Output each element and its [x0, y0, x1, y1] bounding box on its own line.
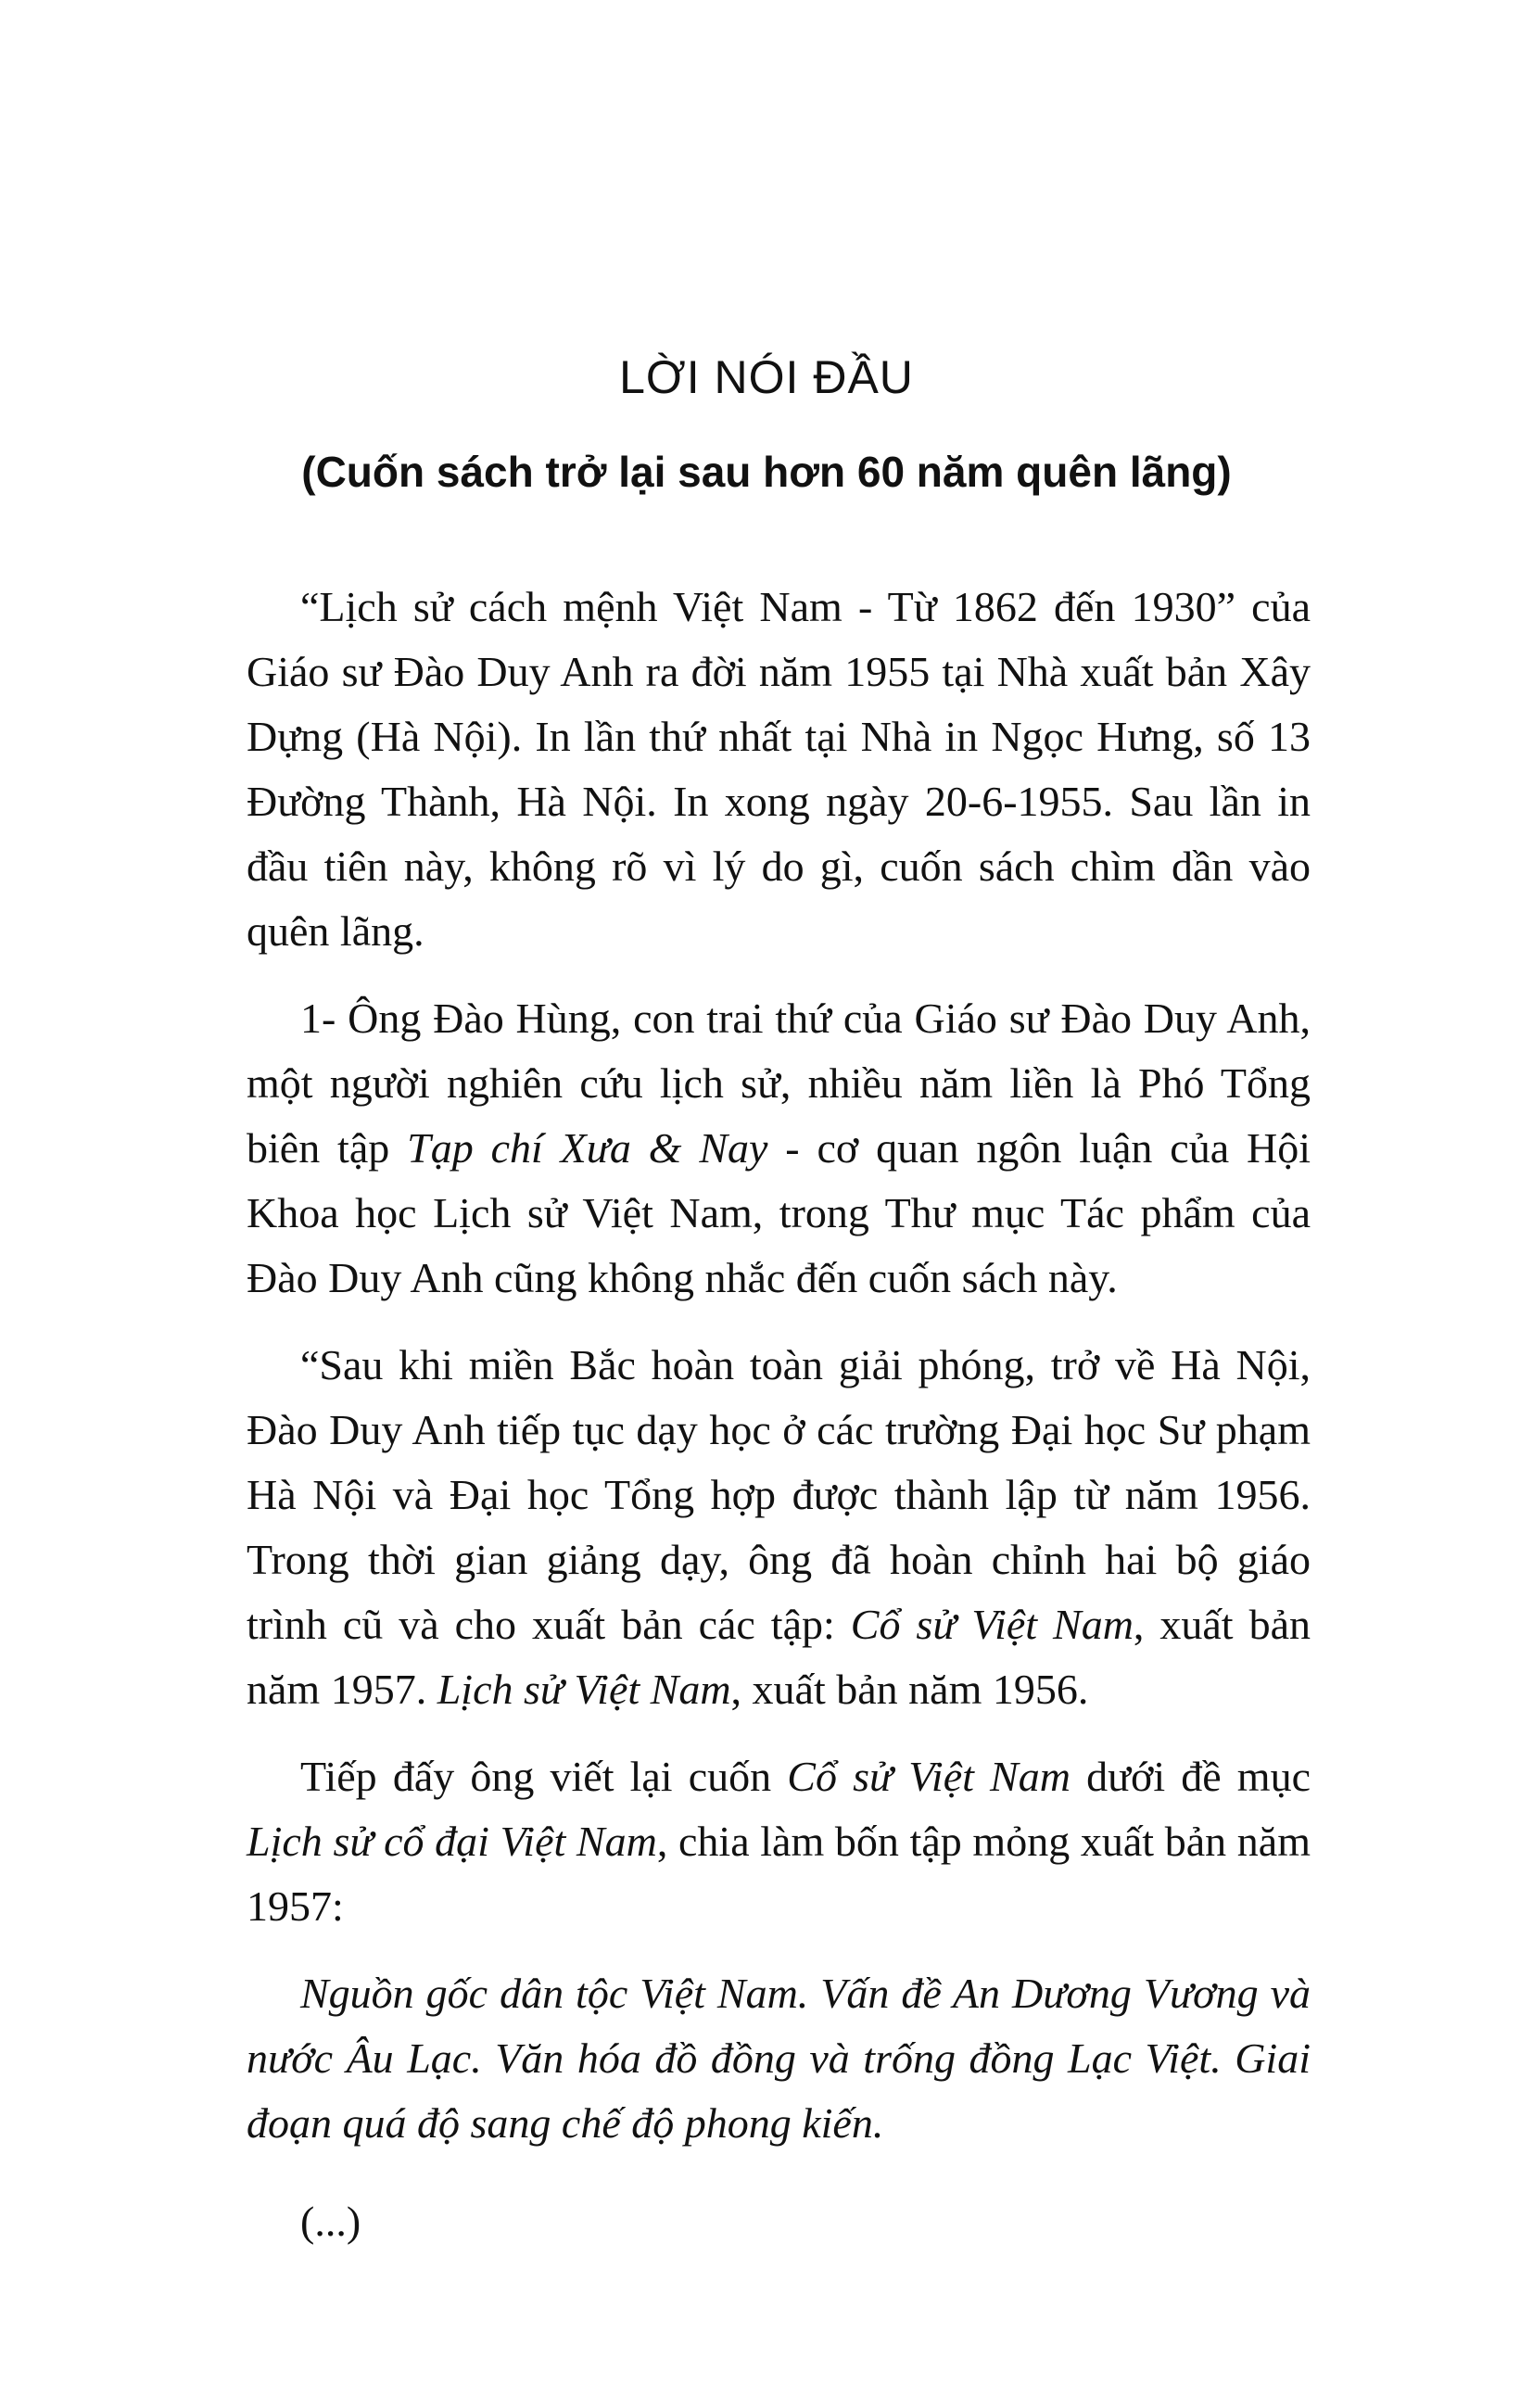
paragraph-5-volume-list: [247, 1961, 1311, 2156]
book-title-lich-su: Lịch sử Việt Nam: [437, 1666, 731, 1713]
book-title-lich-su-co-dai: Lịch sử cổ đại Việt Nam: [247, 1818, 657, 1865]
volume-titles: Nguồn gốc dân tộc Việt Nam. Vấn đề An Dương Vương và nước Âu Lạc. Văn hóa đồ đồng và trống đồng Lạc Việt. Giai đoạn quá độ sang chế độ phong kiến.: [247, 1970, 1311, 2147]
page-subtitle: (Cuốn sách trở lại sau hơn 60 năm quên lãng): [301, 448, 1232, 496]
paragraph-2-text: 1- Ông Đào Hùng, con trai thứ của Giáo sư Đào Duy Anh, một người nghiên cứu lịch sử, nhiều năm liền là Phó Tổng biên tập: [247, 995, 1311, 1172]
book-title-co-su: Cổ sử Việt Nam: [850, 1601, 1134, 1648]
paragraph-2-text-end: - cơ quan ngôn luận của Hội Khoa học Lịch sử Việt Nam, trong Thư mục Tác phẩm của Đào Duy Anh cũng không nhắc đến cuốn sách này.: [247, 1124, 1311, 1301]
body-text: [247, 575, 1311, 2276]
paragraph-3: [247, 1333, 1311, 1722]
paragraph-2: [247, 986, 1311, 1311]
page-title: LỜI NÓI ĐẦU: [619, 351, 914, 403]
paragraph-4-text-end: , chia làm bốn tập mỏng xuất bản năm 1957:: [247, 1818, 1311, 1930]
journal-title: Tạp chí Xưa & Nay: [407, 1124, 768, 1172]
paragraph-4: [247, 1744, 1311, 1939]
paragraph-4-text-middle: dưới đề mục: [1070, 1753, 1311, 1800]
paragraph-3-text-middle: , xuất bản năm 1957.: [247, 1601, 1311, 1713]
paragraph-4-text: Tiếp đấy ông viết lại cuốn: [300, 1753, 788, 1800]
book-title-co-su-2: Cổ sử Việt Nam: [787, 1753, 1071, 1800]
paragraph-6-ellipsis: (...): [300, 2198, 361, 2245]
paragraph-3-text-end: , xuất bản năm 1956.: [730, 1666, 1089, 1713]
paragraph-1: “Lịch sử cách mệnh Việt Nam - Từ 1862 đến 1930” của Giáo sư Đào Duy Anh ra đời năm 1955 tại Nhà xuất bản Xây Dựng (Hà Nội). In lần thứ nhất tại Nhà in Ngọc Hưng, số 13 Đường Thành, Hà Nội. In xong ngày 20-6-1955. Sau lần in đầu tiên này, không rõ vì lý do gì, cuốn sách chìm dần vào quên lãng.: [247, 583, 1311, 955]
paragraph-3-text: “Sau khi miền Bắc hoàn toàn giải phóng, trở về Hà Nội, Đào Duy Anh tiếp tục dạy học ở các trường Đại học Sư phạm Hà Nội và Đại học Tổng hợp được thành lập từ năm 1956. Trong thời gian giảng dạy, ông đã hoàn chỉnh hai bộ giáo trình cũ và cho xuất bản các tập:: [247, 1341, 1311, 1648]
